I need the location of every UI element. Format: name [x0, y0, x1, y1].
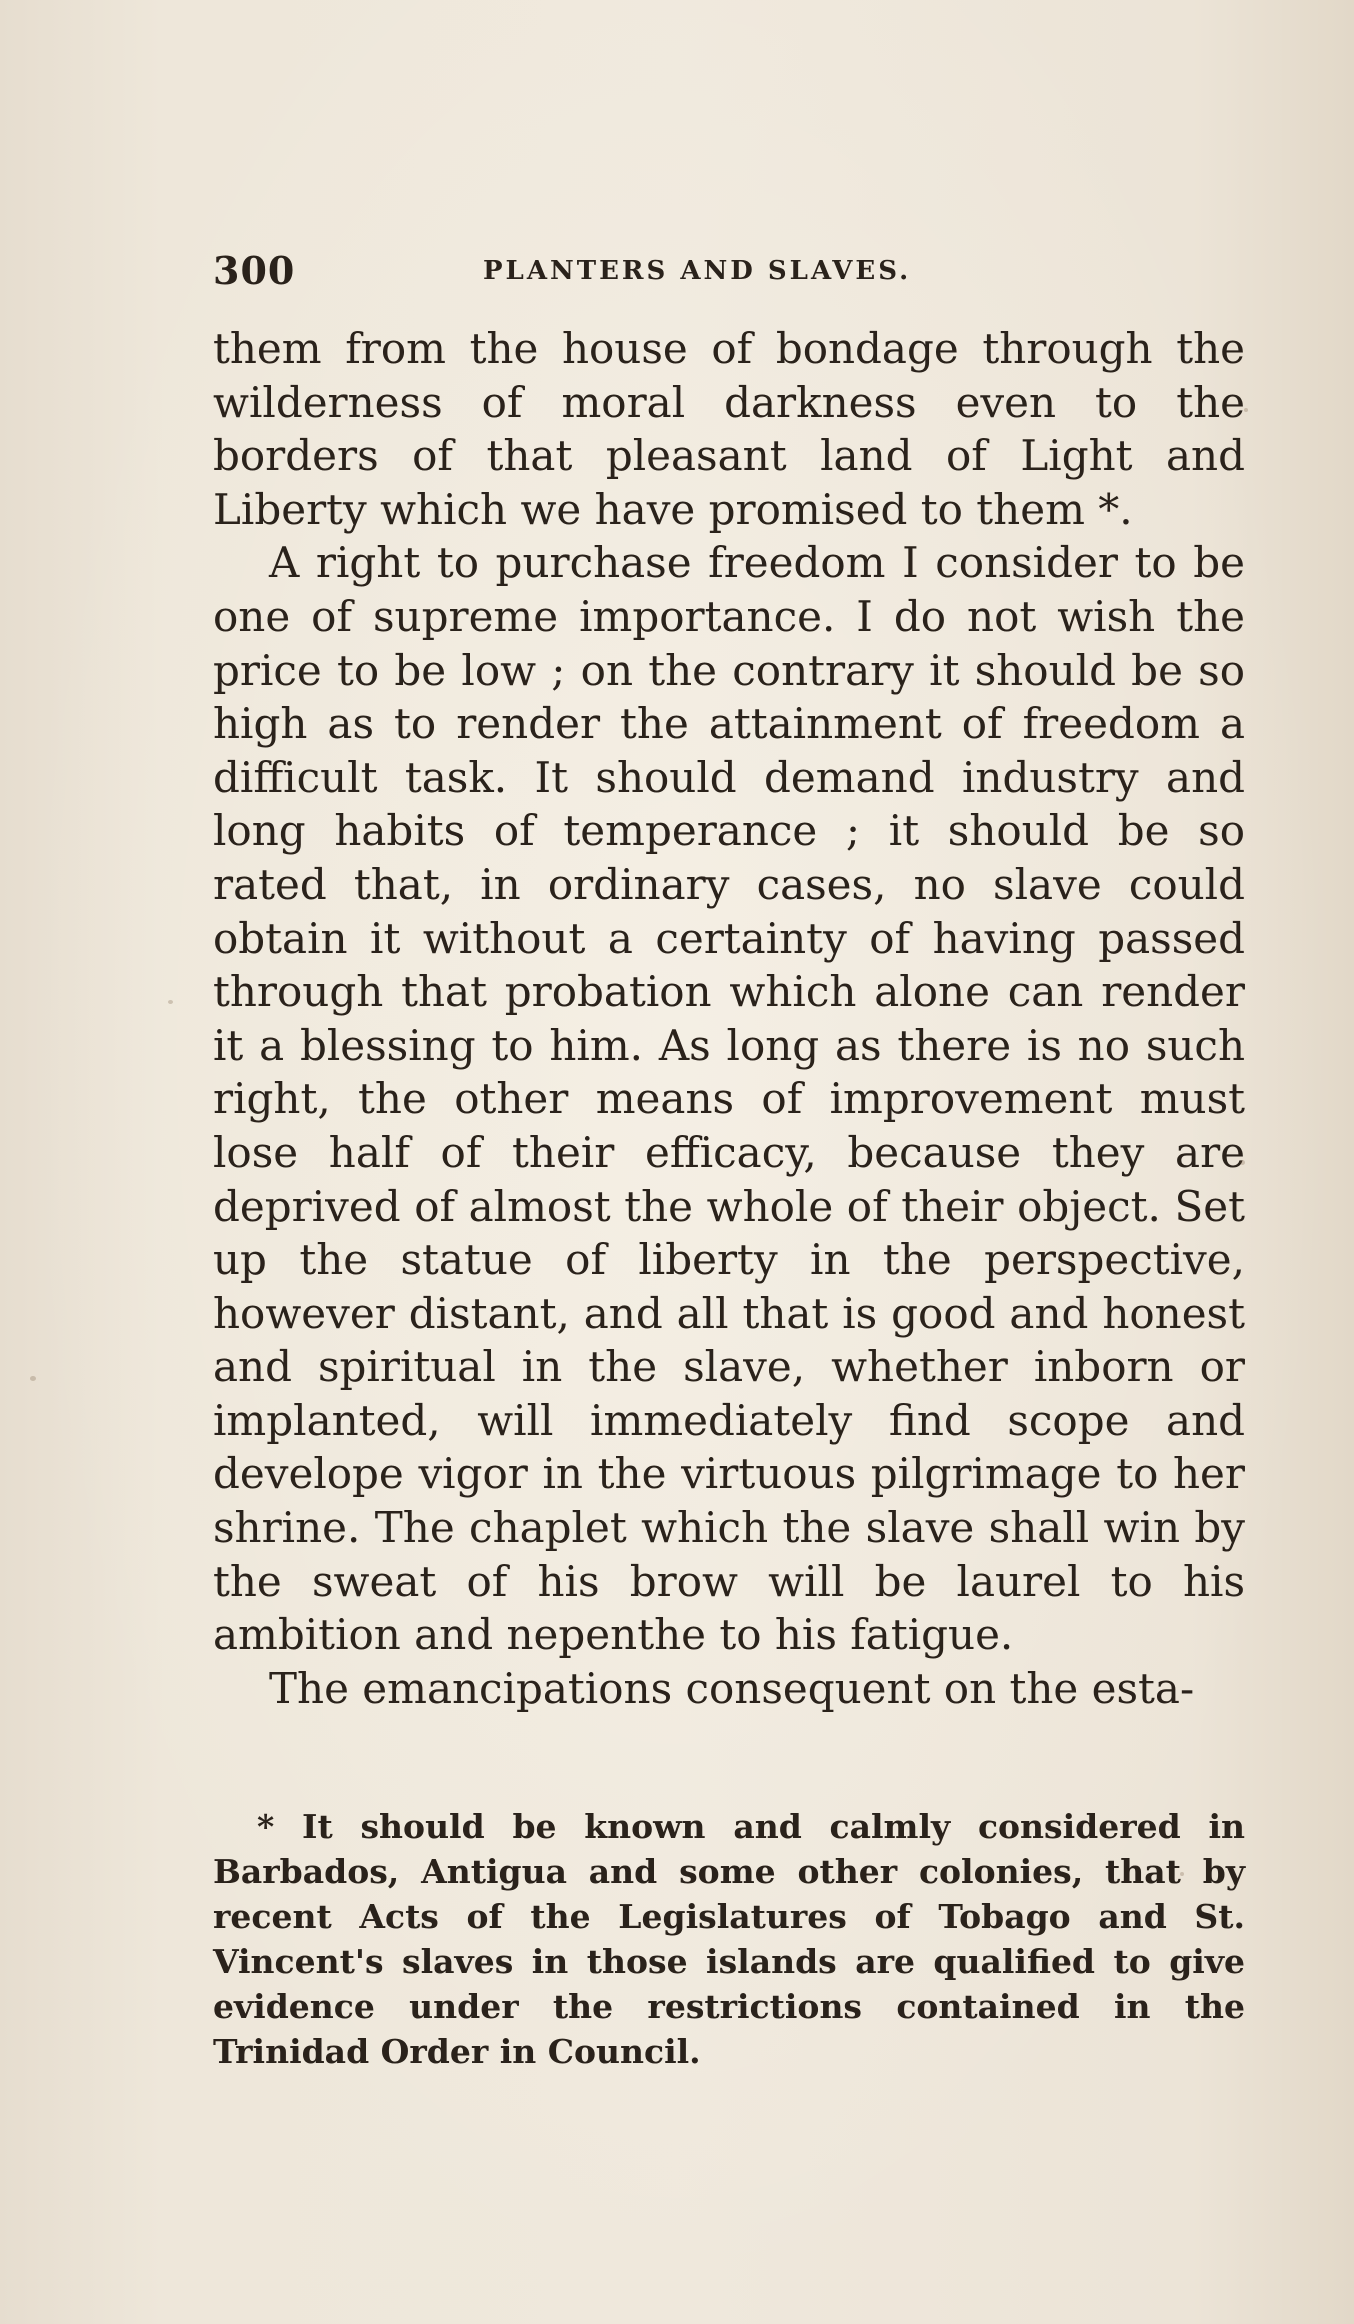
paragraph-continued: them from the house of bondage through the wilderness of moral darkness even to the borders of that pleasant land of Light and Liberty which we have promised to them *.: [213, 324, 1245, 534]
page-number: 300: [213, 248, 296, 293]
paper-speck: [30, 1376, 36, 1381]
running-head: [213, 248, 1253, 304]
paragraph-emancipations: The emancipations consequent on the esta-: [269, 1663, 1195, 1713]
body-text: [213, 322, 1245, 1715]
running-title: PLANTERS AND SLAVES.: [483, 256, 912, 286]
paper-speck: [1240, 1160, 1245, 1165]
footnote: [213, 1804, 1245, 2074]
paragraph-right-to-purchase: A right to purchase freedom I consider to be one of supreme importance. I do not wish the price to be low ; on the contrary it should be so high as to render the attainment of freedom a difficult task. It should demand industry and long habits of temperance ; it should be so rated that, in ordinary cases, no slave could obtain it without a certainty of having passed through that probation which alone can render it a blessing to him. As long as there is no such right, the other means of improvement must lose half of their efficacy, because they are deprived of almost the whole of their object. Set up the statue of liberty in the perspective, however distant, and all that is good and honest and spiritual in the slave, whether inborn or implanted, will immediately find scope and develope vigor in the virtuous pilgrimage to her shrine. The chaplet which the slave shall win by the sweat of his brow will be laurel to his ambition and nepenthe to his fatigue.: [213, 538, 1245, 1660]
paper-speck: [168, 1000, 173, 1004]
footnote-text: * It should be known and calmly considered in Barbados, Antigua and some other colonies, that by recent Acts of the Legislatures of Tobago and St. Vincent's slaves in those islands are qualified to give evidence under the restrictions contained in the Trinidad Order in Council.: [213, 1807, 1245, 2071]
paper-speck: [1180, 1872, 1184, 1876]
paper-speck: [1244, 408, 1248, 412]
